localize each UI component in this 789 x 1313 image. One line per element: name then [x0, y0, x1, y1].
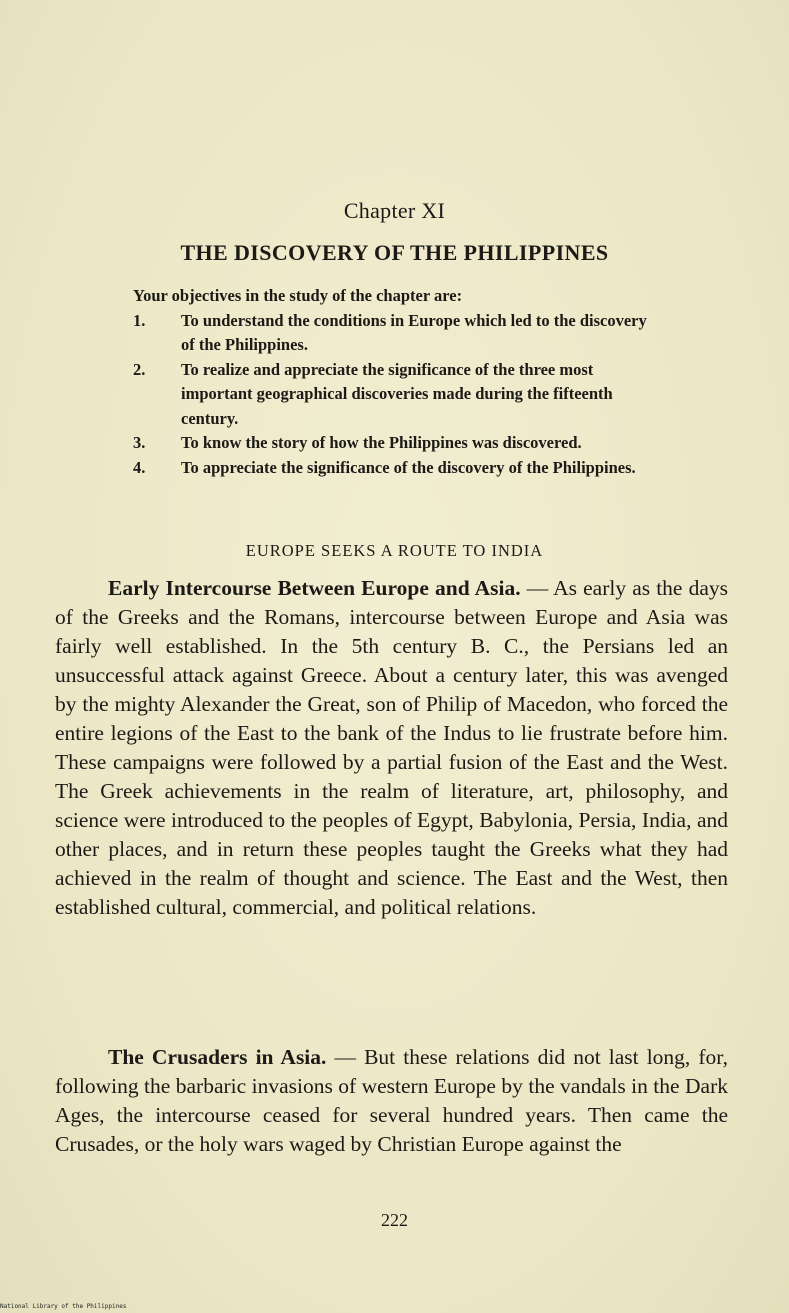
objective-item	[133, 309, 653, 358]
paragraph-lead: The Crusaders in Asia.	[108, 1045, 327, 1069]
objective-item	[133, 431, 653, 456]
paragraph-body: — But these relations did not last long, for, following the barbaric invasions of western Europe by the vandals in the Dark Ages, the intercourse ceased for several hundred years. Then came the Crusades, or the holy wars waged by Christian Europe against the	[55, 1045, 728, 1156]
paragraph-lead: Early Intercourse Between Europe and Asia.	[108, 576, 521, 600]
page-number: 222	[381, 1210, 408, 1230]
paragraph-crusaders	[55, 1043, 728, 1159]
objective-text: To appreciate the significance of the discovery of the Philippines.	[181, 457, 636, 477]
objective-number: 3.	[133, 433, 146, 452]
section-heading: EUROPE SEEKS A ROUTE TO INDIA	[245, 541, 544, 560]
chapter-title: THE DISCOVERY OF THE PHILIPPINES	[180, 240, 609, 265]
objective-item	[133, 358, 653, 432]
objective-item	[133, 456, 653, 481]
objective-text: To realize and appreciate the significance of the three most important geographical discoveries made during the fifteenth century.	[181, 359, 613, 428]
objectives-list	[133, 284, 653, 480]
objectives-intro: Your objectives in the study of the chapter are:	[133, 286, 463, 305]
paragraph-early-intercourse	[55, 574, 728, 922]
objective-number: 2.	[133, 359, 146, 379]
library-credit: National Library of the Philippines	[0, 1303, 127, 1310]
objective-number: 1.	[133, 310, 146, 330]
objective-number: 4.	[133, 457, 146, 477]
objective-text: To understand the conditions in Europe which led to the discovery of the Philippines.	[181, 310, 647, 354]
paragraph-body: — As early as the days of the Greeks and the Romans, intercourse between Europe and Asia was fairly well established. In the 5th century B. C., the Persians led an unsuccessful attack against Greece. About a century later, this was avenged by the mighty Alexander the Great, son of Philip of Macedon, who forced the entire legions of the East to the bank of the Indus to lie frustrate before him. These campaigns were followed by a partial fusion of the East and the West. The Greek achievements in the realm of literature, art, philosophy, and science were introduced to the peoples of Egypt, Babylonia, Persia, India, and other places, and in return these peoples taught the Greeks what they had achieved in the realm of thought and science. The East and the West, then established cultural, commercial, and political relations.	[55, 576, 728, 919]
chapter-label: Chapter XI	[343, 198, 446, 223]
objective-text: To know the story of how the Philippines was discovered.	[181, 433, 582, 452]
